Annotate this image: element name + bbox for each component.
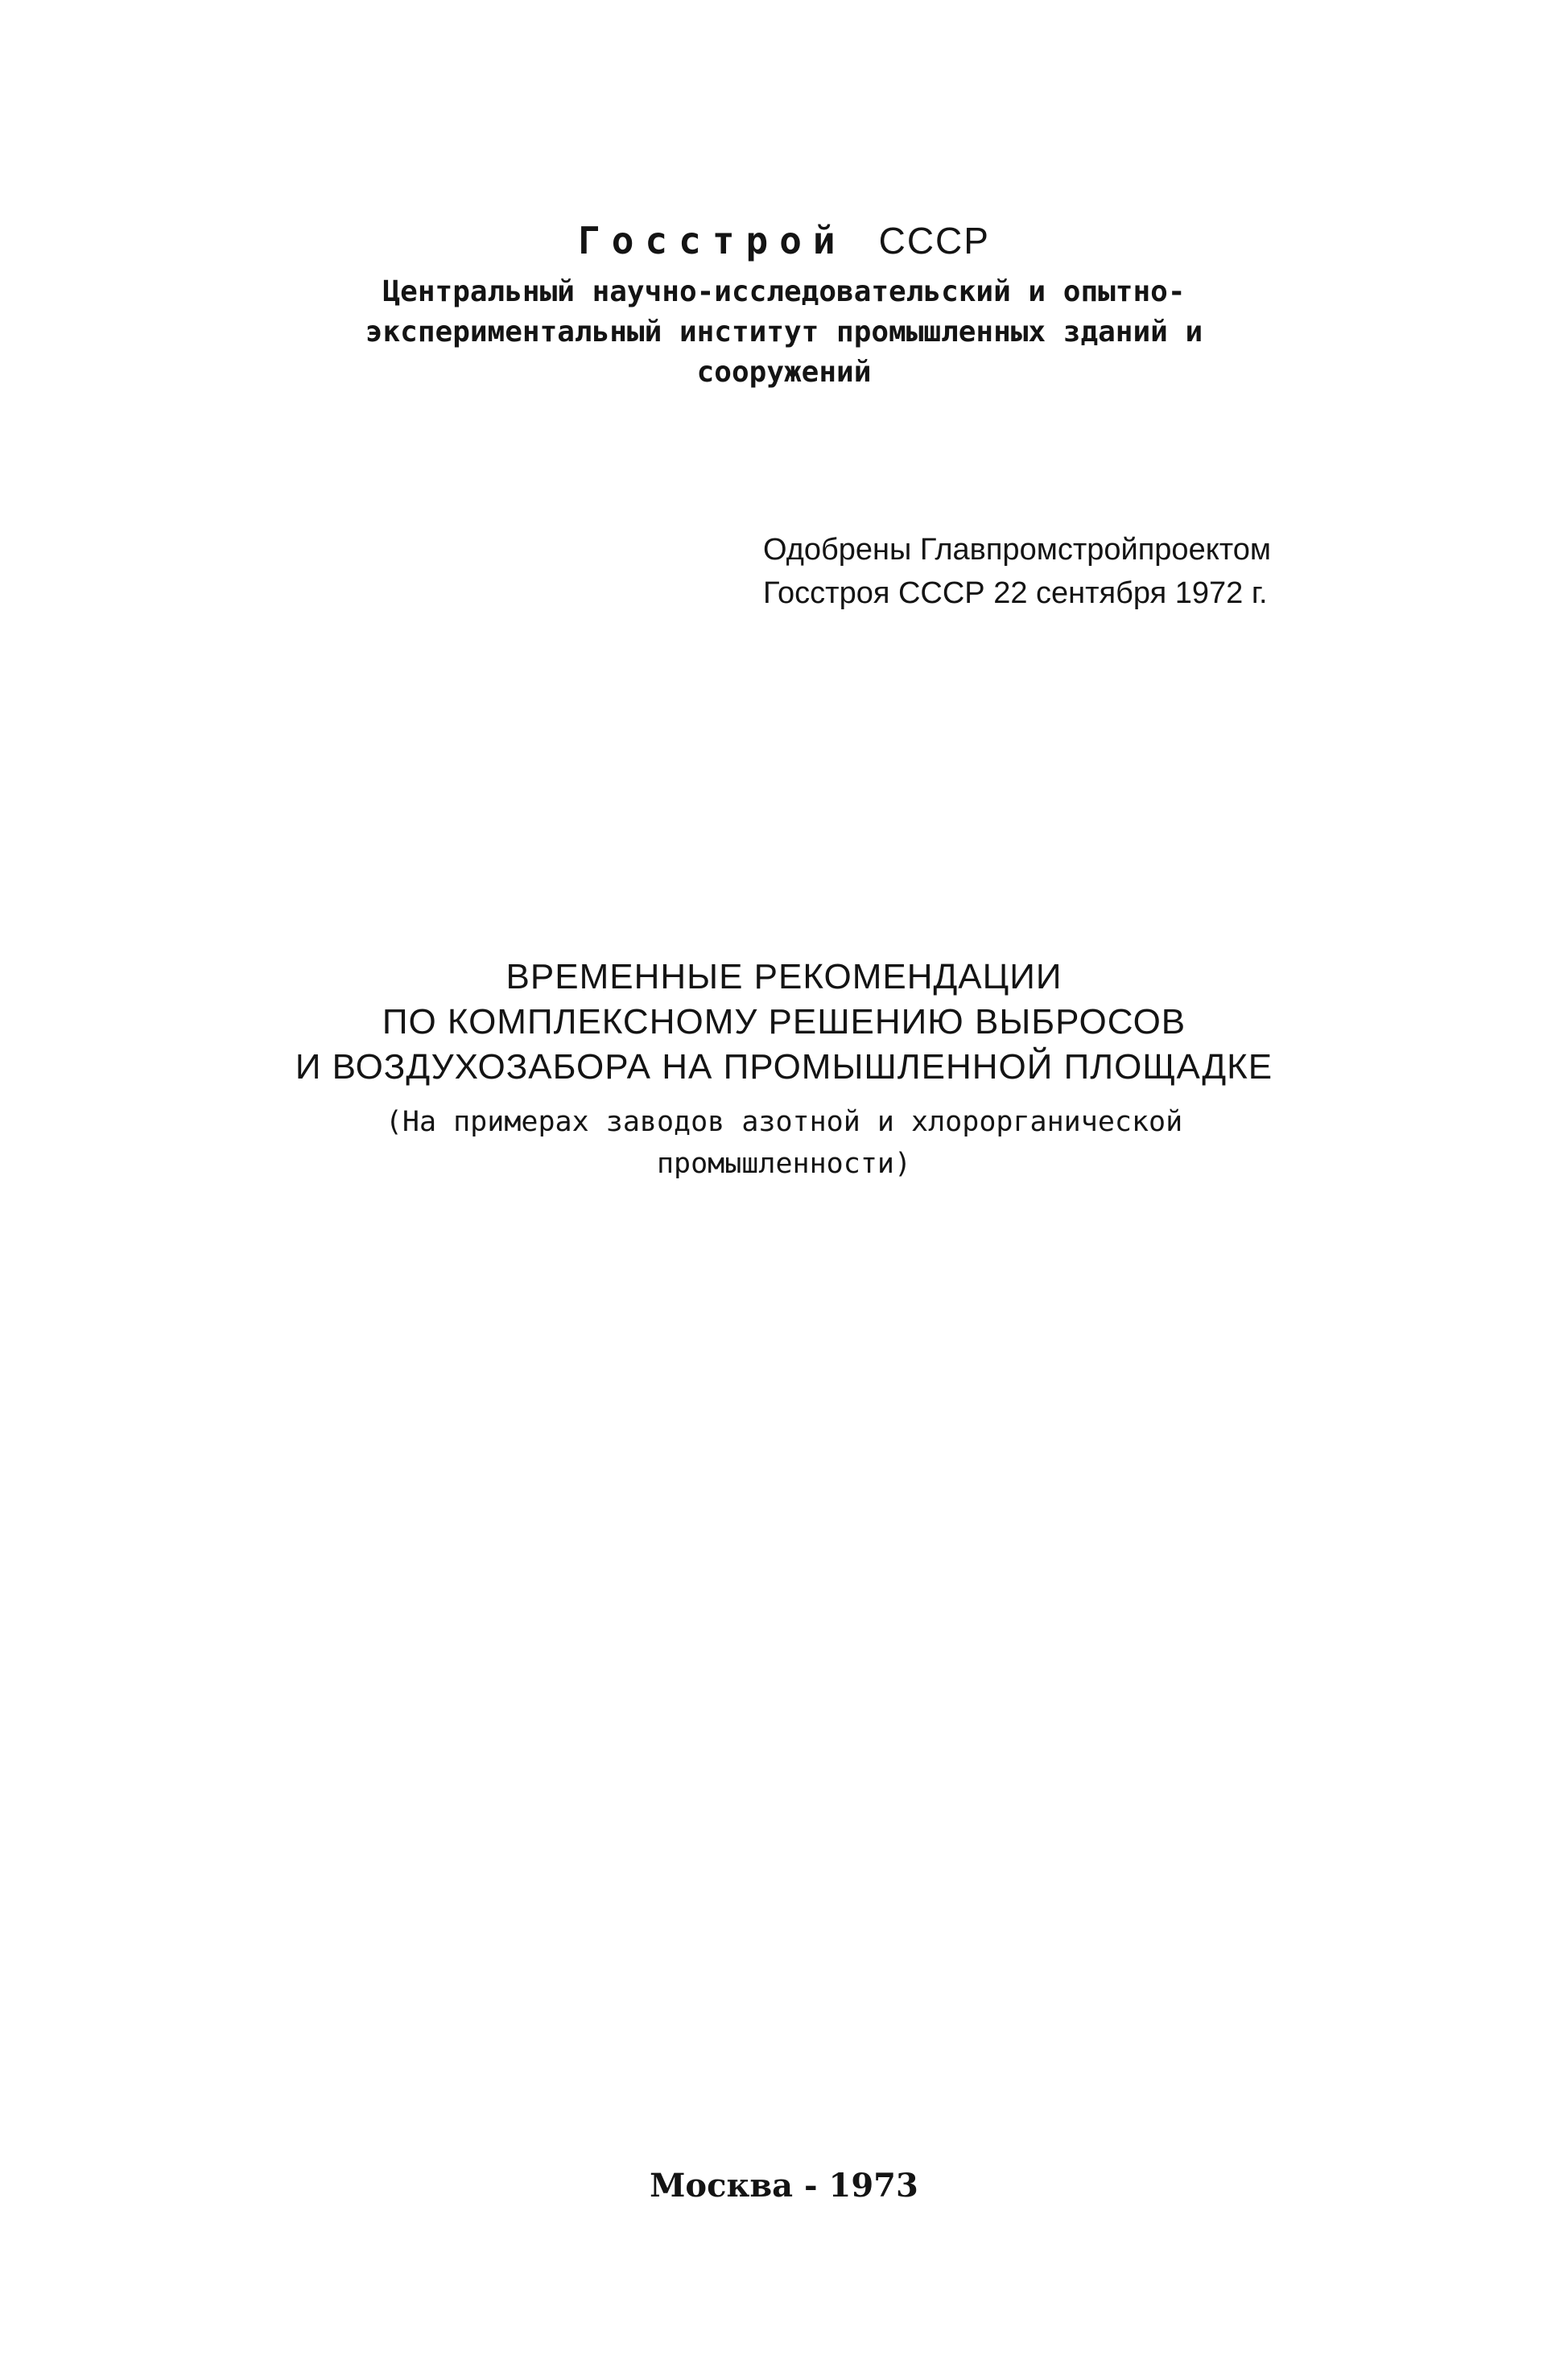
title-line: И ВОЗДУХОЗАБОРА НА ПРОМЫШЛЕННОЙ ПЛОЩАДКЕ	[295, 1047, 1273, 1087]
title-line: ПО КОМПЛЕКСНОМУ РЕШЕНИЮ ВЫБРОСОВ	[382, 1002, 1186, 1042]
org-title	[0, 219, 1568, 262]
institute-line: сооружений	[696, 356, 872, 389]
institute-line: экспериментальный институт промышленных зданий и	[365, 316, 1203, 349]
approval-line: Госстроя СССР 22 сентября 1972 г.	[763, 576, 1268, 610]
publication-place-year: Москва - 1973	[650, 2167, 918, 2205]
approval-note	[763, 528, 1271, 615]
document-subtitle	[0, 1101, 1568, 1185]
approval-line: Одобрены Главпромстройпроектом	[763, 533, 1271, 567]
institute-line: Центральный научно-исследовательский и опытно-	[382, 275, 1186, 308]
title-line: ВРЕМЕННЫЕ РЕКОМЕНДАЦИИ	[505, 957, 1063, 996]
org-name: Госстрой	[578, 219, 847, 262]
subtitle-line: (На примерах заводов азотной и хлорорганической	[385, 1106, 1183, 1138]
institute-name	[0, 272, 1568, 393]
org-country: СССР	[878, 220, 990, 262]
document-title	[0, 955, 1568, 1090]
subtitle-line: промышленности)	[656, 1148, 912, 1180]
